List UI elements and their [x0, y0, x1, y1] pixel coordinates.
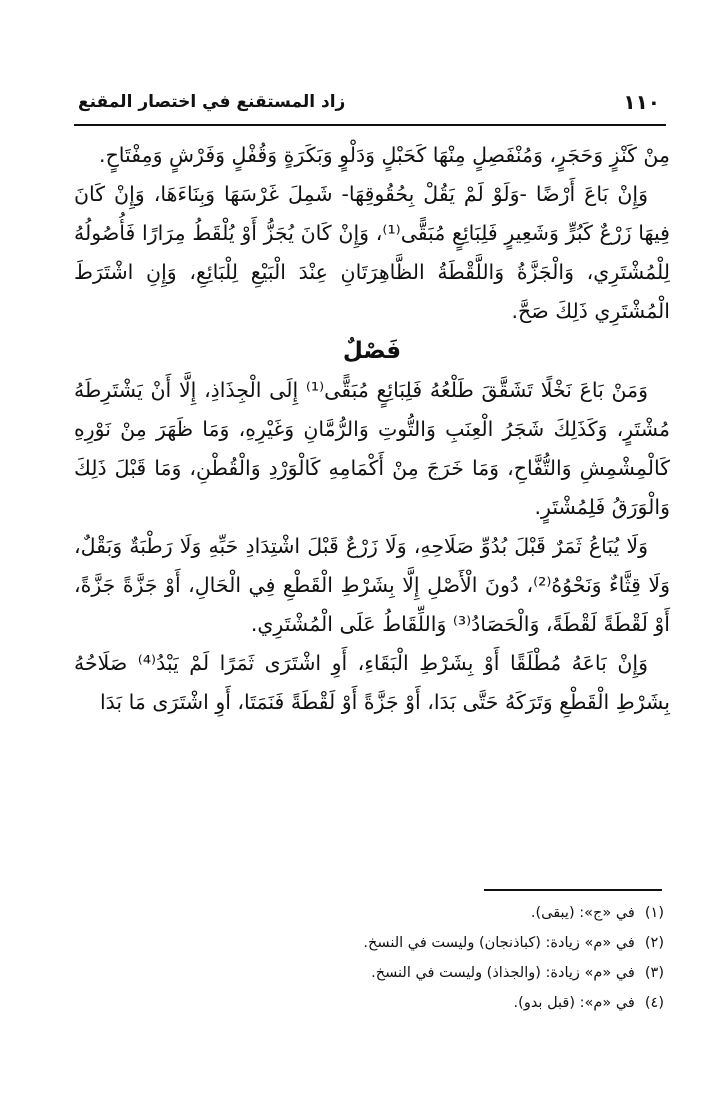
footnote-number: (٣): [644, 965, 664, 981]
footnote-text: في «م» زيادة: (والجذاذ) وليست في النسخ.: [371, 965, 635, 981]
footnote-number: (١): [644, 905, 664, 921]
paragraph: مِنْ كَنْزٍ وَحَجَرٍ، وَمُنْفَصِلٍ مِنْهَا كَحَبْلٍ وَدَلْوٍ وَبَكَرَةٍ وَقُفْلٍ وَفَرْشٍ وَمِفْتَاحٍ.: [99, 143, 670, 167]
footnote-text: في «ج»: (يبقى).: [530, 905, 635, 921]
footnote: [74, 928, 664, 958]
paragraph: وَلَا يُبَاعُ ثَمَرٌ قَبْلَ بُدُوِّ صَلَاحِهِ، وَلَا زَرْعٌ قَبْلَ اشْتِدَادِ حَبِّهِ وَلَا رَطْبَةٌ وَبَقْلٌ، وَلَا قِثَّاءٌ وَنَحْوُهُ⁽²⁾، دُونَ الْأَصْلِ إِلَّا بِشَرْطِ الْقَطْعِ فِي الْحَالِ، أَوْ جَزَّةً جَزَّةً، أَوْ لَقْطَةً لَقْطَةً، وَالْحَصَادُ⁽³⁾ وَاللِّقَاطُ عَلَى الْمُشْتَرِي.: [74, 534, 670, 636]
paragraph: وَمَنْ بَاعَ نَخْلًا تَشَقَّقَ طَلْعُهُ فَلِبَائِعٍ مُبَقًّى⁽¹⁾ إِلَى الْجِذَاذِ، إِلَّا أَنْ يَشْتَرِطَهُ مُشْتَرٍ، وَكَذَلِكَ شَجَرُ الْعِنَبِ وَالتُّوتِ وَالرُّمَّانِ وَغَيْرِهِ، وَمَا ظَهَرَ مِنْ نَوْرِهِ كَالْمِشْمِشِ وَالتُّفَّاحِ، وَمَا خَرَجَ مِنْ أَكْمَامِهِ كَالْوَرْدِ وَالْقُطْنِ، وَمَا قَبْلَ ذَلِكَ وَالْوَرَقُ فَلِمُشْتَرٍ.: [74, 378, 670, 519]
footnote-text: في «م» زيادة: (كباذنجان) وليست في النسخ.: [363, 935, 635, 951]
paragraph: وَإِنْ بَاعَهُ مُطْلَقًا أَوْ بِشَرْطِ الْبَقَاءِ، أَوِ اشْتَرَى ثَمَرًا لَمْ يَبْدُ⁽⁴⁾ صَلَاحُهُ بِشَرْطِ الْقَطْعِ وَتَرَكَهُ حَتَّى بَدَا، أَوْ جَزَّةً أَوْ لَقْطَةً فَنَمَتَا، أَوِ اشْتَرَى مَا بَدَا: [74, 651, 670, 714]
footnote-number: (٤): [644, 995, 664, 1011]
footnote: [74, 958, 664, 988]
footnotes: [74, 898, 664, 1018]
footnote: [74, 988, 664, 1018]
footnote-text: في «م»: (قبل بدو).: [513, 995, 635, 1011]
paragraph: وَإِنْ بَاعَ أَرْضًا -وَلَوْ لَمْ يَقُلْ بِحُقُوقِهَا- شَمِلَ غَرْسَهَا وَبِنَاءَهَا، وَإِنْ كَانَ فِيهَا زَرْعٌ كَبُرٍّ وَشَعِيرٍ فَلِبَائِعٍ مُبَقًّى⁽¹⁾، وَإِنْ كَانَ يُجَزُّ أَوْ يُلْقَطُ مِرَارًا فَأُصُولُهُ لِلْمُشْتَرِي، وَالْجَزَّةُ وَاللَّقْطَةُ الظَّاهِرَتَانِ عِنْدَ الْبَيْعِ لِلْبَائِعِ، وَإِنِ اشْتَرَطَ الْمُشْتَرِي ذَلِكَ صَحَّ.: [74, 182, 670, 323]
footnote-number: (٢): [644, 935, 664, 951]
section-heading: فَصْلٌ: [342, 338, 402, 364]
page-header: [74, 88, 666, 122]
footnote: [74, 898, 664, 928]
header-divider: [74, 124, 666, 126]
running-title: زاد المستقنع في اختصار المقنع: [78, 92, 346, 112]
main-text: [74, 136, 670, 722]
page-number: ١١٠: [623, 90, 660, 114]
footnote-divider: [484, 889, 662, 891]
